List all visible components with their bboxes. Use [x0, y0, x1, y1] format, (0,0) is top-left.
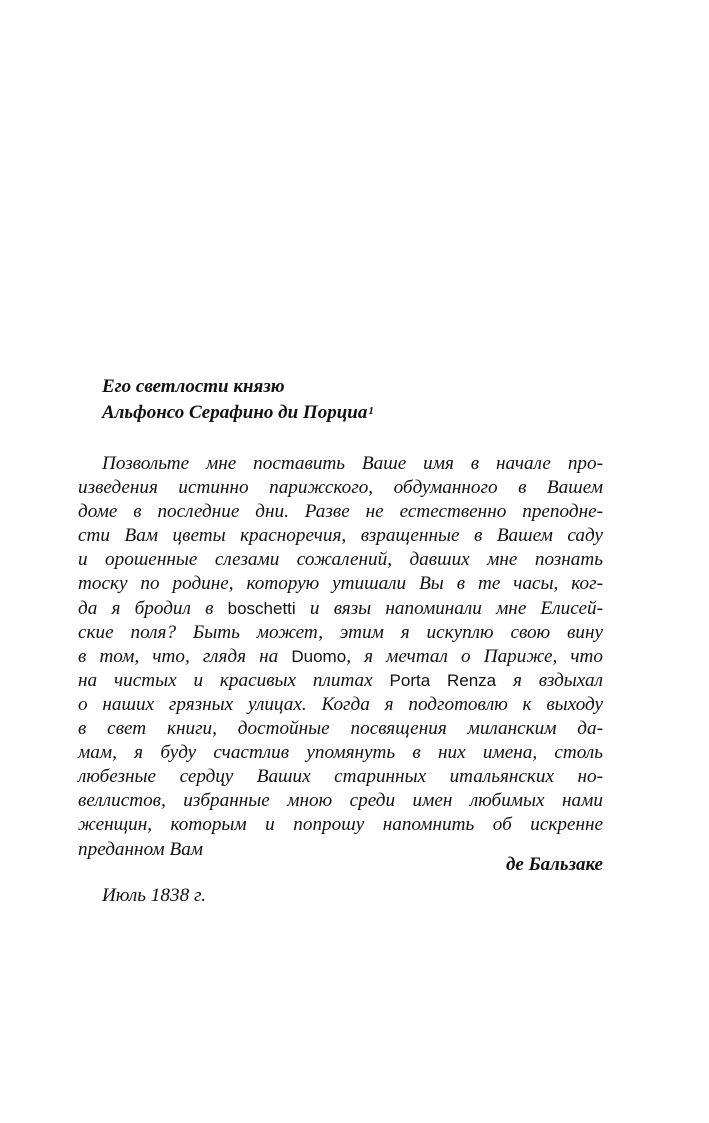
signature: де Бальзаке	[505, 854, 603, 875]
letter-line: ские поля? Быть может, этим я искуплю свою вину	[78, 621, 603, 643]
dedication-name: Альфонсо Серафино ди Порциа	[102, 402, 368, 423]
letter-text: , я мечтал о Париже, что	[346, 645, 603, 667]
letter-line: сти Вам цветы красноречия, взращенные в Вашем саду	[78, 525, 603, 547]
dedication-line-1: Его светлости князю	[102, 376, 285, 397]
latin-term: Porta Renza	[389, 670, 497, 690]
date-line: Июль 1838 г.	[102, 885, 207, 906]
letter-text: да я бродил в	[78, 597, 228, 619]
letter-text: и вязы напоминали мне Елисей-	[295, 597, 603, 619]
letter-line: и орошенные слезами сожалений, давших мне познать	[78, 549, 603, 571]
dedication-line-2	[102, 400, 374, 426]
letter-line: мам, я буду счастлив упомянуть в них имена, столь	[78, 742, 603, 764]
letter-line: женщин, которым и попрошу напомнить об искренне	[78, 814, 603, 836]
dedication-letter	[78, 452, 603, 862]
latin-term: boschetti	[227, 598, 296, 618]
letter-line	[78, 669, 603, 693]
letter-text: на чистых и красивых плитах	[78, 669, 390, 691]
letter-line: в свет книги, достойные посвящения миланским да-	[78, 718, 603, 740]
letter-text: в том, что, глядя на	[78, 645, 292, 667]
letter-line: веллистов, избранные мною среди имен любимых нами	[78, 790, 603, 812]
letter-line: доме в последние дни. Разве не естественно преподне-	[78, 501, 603, 523]
letter-text: я вздыхал	[496, 669, 604, 691]
latin-term: Duomo	[291, 646, 347, 666]
letter-line	[78, 597, 603, 621]
letter-line: преданном Вам	[78, 838, 204, 860]
letter-line: изведения истинно парижского, обдуманного в Вашем	[78, 477, 603, 499]
dedication-heading	[102, 374, 374, 426]
letter-line: о наших грязных улицах. Когда я подготовлю к выходу	[78, 693, 603, 715]
letter-line: любезные сердцу Ваших старинных итальянских но-	[78, 766, 603, 788]
letter-line	[78, 645, 603, 669]
footnote-marker: 1	[368, 405, 374, 417]
letter-line: Позвольте мне поставить Ваше имя в начале про-	[102, 453, 603, 474]
letter-line: тоску по родине, которую утишали Вы в те часы, ког-	[78, 573, 603, 595]
